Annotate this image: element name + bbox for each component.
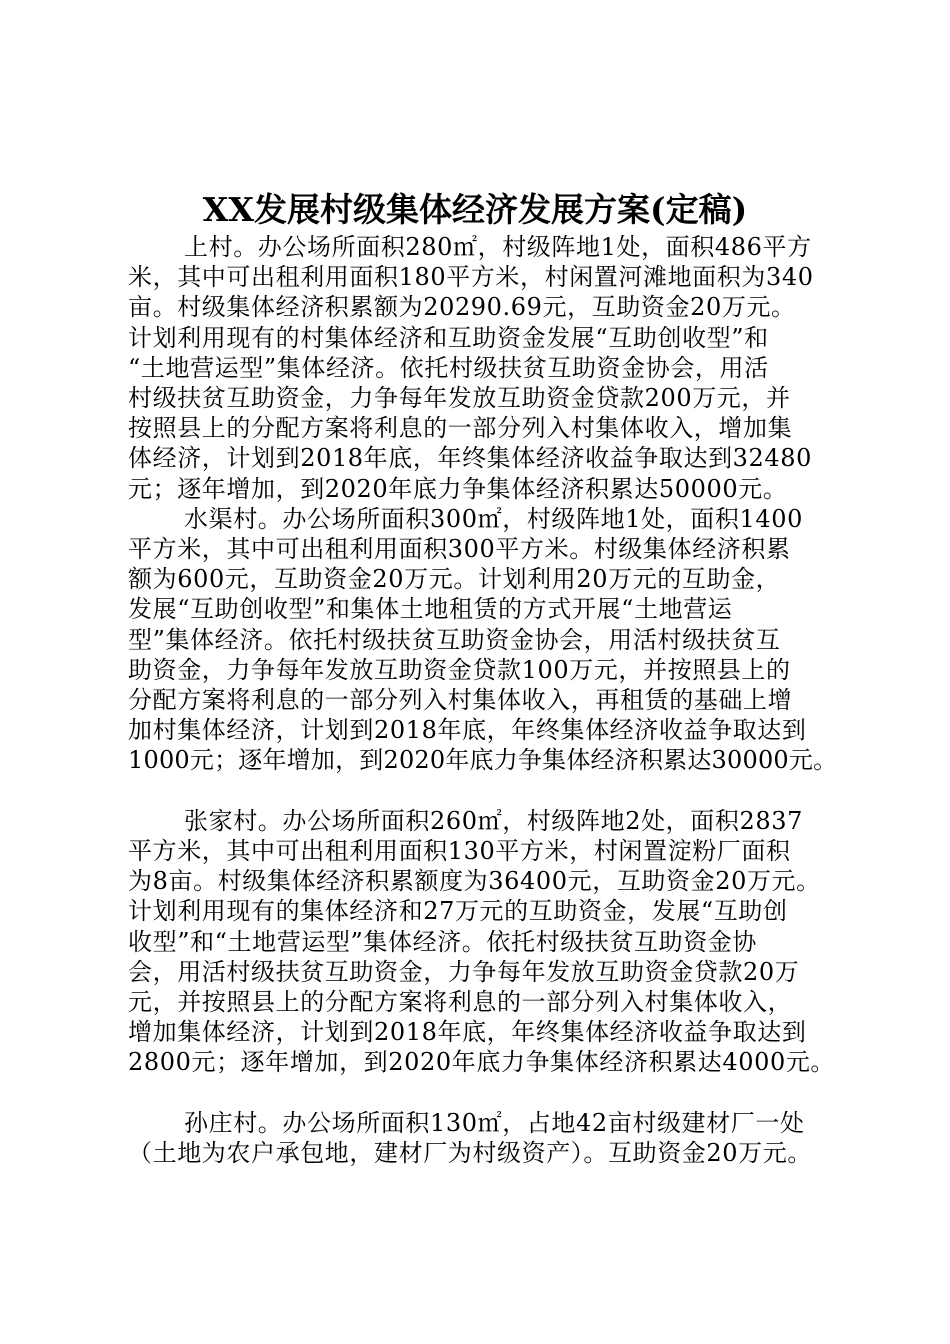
paragraph-line: “土地营运型”集体经济。依托村级扶贫互助资金协会，用活	[128, 353, 769, 382]
paragraph-line: 助资金，力争每年发放互助资金贷款100万元，并按照县上的	[128, 655, 791, 684]
paragraph-shuiqu-village	[128, 504, 838, 776]
paragraph-line: 收型”和“土地营运型”集体经济。依托村级扶贫互助资金协	[128, 927, 758, 956]
paragraph-line: （土地为农户承包地，建材厂为村级资产）。互助资金20万元。	[128, 1139, 812, 1168]
paragraph-line: 加村集体经济，计划到2018年底，年终集体经济收益争取达到	[128, 716, 807, 745]
paragraph-line: 2800元；逐年增加，到2020年底力争集体经济积累达4000元。	[128, 1048, 836, 1077]
paragraph-line: 额为600元，互助资金20万元。计划利用20万元的互助金，	[128, 565, 781, 594]
paragraph-line: 增加集体经济，计划到2018年底，年终集体经济收益争取达到	[128, 1018, 807, 1047]
paragraph-line: 1000元；逐年增加，到2020年底力争集体经济积累达30000元。	[128, 746, 838, 775]
paragraph-shang-village	[128, 232, 838, 504]
document-title: XX发展村级集体经济发展方案(定稿)	[202, 190, 748, 229]
paragraph-line: 体经济，计划到2018年底，年终集体经济收益争取达到32480	[128, 444, 813, 473]
paragraph-line: 型”集体经济。依托村级扶贫互助资金协会，用活村级扶贫互	[128, 625, 781, 654]
paragraph-spacer	[128, 776, 838, 806]
paragraph-line: 元，并按照县上的分配方案将利息的一部分列入村集体收入，	[128, 988, 793, 1017]
paragraph-line: 会，用活村级扶贫互助资金，力争每年发放互助资金贷款20万	[128, 957, 800, 986]
paragraph-line: 上村。办公场所面积280㎡，村级阵地1处，面积486平方	[184, 233, 812, 261]
paragraph-line: 平方米，其中可出租利用面积130平方米，村闲置淀粉厂面积	[128, 837, 791, 866]
paragraph-line: 计划利用现有的集体经济和27万元的互助资金，发展“互助创	[128, 897, 788, 926]
paragraph-line: 计划利用现有的村集体经济和互助资金发展“互助创收型”和	[128, 323, 769, 352]
paragraph-sunzhuang-village	[128, 1108, 838, 1168]
paragraph-line: 亩。村级集体经济积累额为20290.69元，互助资金20万元。	[128, 293, 796, 322]
paragraph-line: 发展“互助创收型”和集体土地租赁的方式开展“土地营运	[128, 595, 733, 624]
paragraph-line: 按照县上的分配方案将利息的一部分列入村集体收入，增加集	[128, 414, 793, 443]
paragraph-line: 元；逐年增加，到2020年底力争集体经济积累达50000元。	[128, 474, 788, 503]
paragraph-line: 分配方案将利息的一部分列入村集体收入，再租赁的基础上增	[128, 686, 793, 715]
paragraph-line: 水渠村。办公场所面积300㎡，村级阵地1处，面积1400	[184, 504, 803, 533]
paragraph-line: 村级扶贫互助资金，力争每年发放互助资金贷款200万元，并	[128, 384, 791, 413]
paragraph-line: 孙庄村。办公场所面积130㎡，占地42亩村级建材厂一处	[184, 1108, 805, 1137]
paragraph-line: 平方米，其中可出租利用面积300平方米。村级集体经济积累	[128, 535, 791, 564]
paragraph-line: 米，其中可出租利用面积180平方米，村闲置河滩地面积为340	[128, 263, 814, 292]
paragraph-line: 为8亩。村级集体经济积累额度为36400元，互助资金20万元。	[128, 867, 821, 896]
document-body	[128, 232, 838, 1168]
paragraph-line: 张家村。办公场所面积260㎡，村级阵地2处，面积2837	[184, 806, 803, 835]
paragraph-zhangjia-village	[128, 806, 838, 1078]
paragraph-spacer	[128, 1078, 838, 1108]
